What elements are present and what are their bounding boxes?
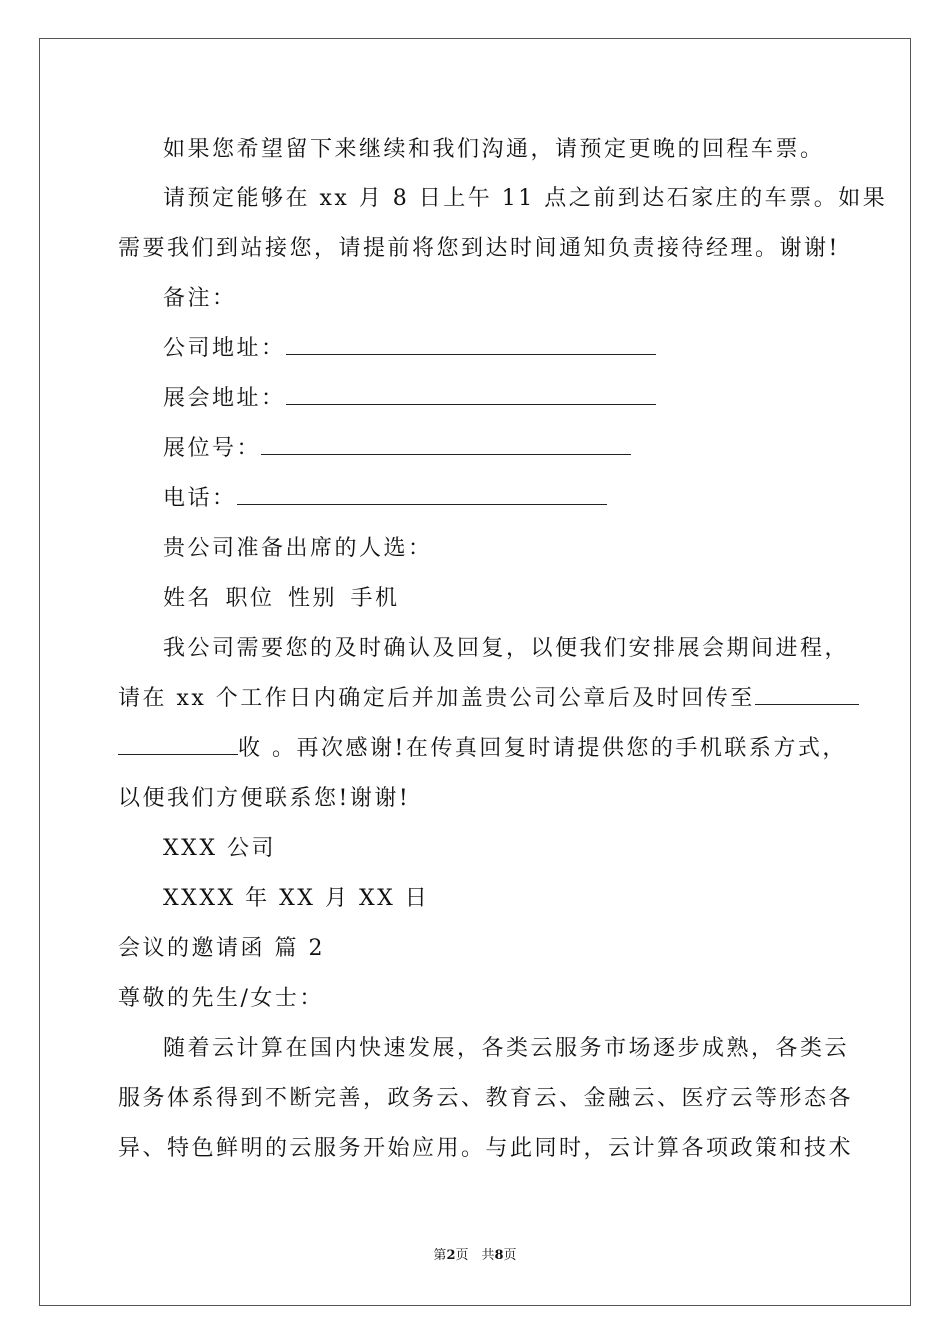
paragraph-confirm-line-1: 我公司需要您的及时确认及回复，以便我们安排展会期间进程， bbox=[163, 636, 850, 661]
paragraph-arrival-line-2: 需要我们到站接您，请提前将您到达时间通知负责接待经理。谢谢! bbox=[118, 236, 840, 261]
paragraph-cloud-line-3: 异、特色鲜明的云服务开始应用。与此同时，云计算各项政策和技术 bbox=[118, 1136, 854, 1161]
attendees-label: 贵公司准备出席的人选： bbox=[163, 536, 433, 561]
note-label: 备注： bbox=[163, 286, 237, 311]
expo-address-blank[interactable] bbox=[286, 384, 656, 405]
booth-label: 展位号： bbox=[163, 436, 262, 461]
paragraph-confirm-line-3 bbox=[118, 734, 847, 764]
salutation: 尊敬的先生/女士： bbox=[118, 986, 324, 1011]
section-title: 会议的邀请函 篇 2 bbox=[118, 936, 325, 961]
company-address-blank[interactable] bbox=[286, 334, 656, 355]
footer-total-pages: 8 bbox=[494, 1248, 504, 1263]
paragraph-confirm-line-2 bbox=[118, 684, 859, 714]
paragraph-return-ticket: 如果您希望留下来继续和我们沟通，请预定更晚的回程车票。 bbox=[163, 137, 825, 162]
footer-mid: 页 共 bbox=[455, 1248, 495, 1263]
footer-prefix: 第 bbox=[433, 1248, 447, 1263]
footer-suffix: 页 bbox=[503, 1248, 517, 1263]
booth-blank[interactable] bbox=[261, 434, 631, 455]
paragraph-arrival-line-1: 请预定能够在 xx 月 8 日上午 11 点之前到达石家庄的车票。如果 bbox=[163, 186, 888, 211]
paragraph-confirm-line-3-text: 收 。再次感谢!在传真回复时请提供您的手机联系方式， bbox=[238, 736, 847, 761]
signature-company: XXX 公司 bbox=[163, 836, 276, 861]
company-address-label: 公司地址： bbox=[163, 336, 286, 361]
company-address-row bbox=[163, 334, 656, 364]
return-to-blank-2[interactable] bbox=[118, 734, 238, 755]
attendee-columns: 姓名 职位 性别 手机 bbox=[163, 586, 400, 611]
phone-label: 电话： bbox=[163, 486, 237, 511]
phone-blank[interactable] bbox=[237, 484, 607, 505]
expo-address-row bbox=[163, 384, 656, 414]
expo-address-label: 展会地址： bbox=[163, 386, 286, 411]
paragraph-cloud-line-2: 服务体系得到不断完善，政务云、教育云、金融云、医疗云等形态各 bbox=[118, 1086, 854, 1111]
paragraph-confirm-line-2-text: 请在 xx 个工作日内确定后并加盖贵公司公章后及时回传至 bbox=[118, 686, 755, 711]
page-border bbox=[39, 38, 911, 1306]
phone-row bbox=[163, 484, 607, 514]
signature-date: XXXX 年 XX 月 XX 日 bbox=[163, 886, 430, 911]
paragraph-confirm-line-4: 以便我们方便联系您!谢谢! bbox=[118, 786, 411, 811]
paragraph-cloud-line-1: 随着云计算在国内快速发展，各类云服务市场逐步成熟，各类云 bbox=[163, 1036, 850, 1061]
booth-row bbox=[163, 434, 631, 464]
page-footer bbox=[0, 1247, 950, 1265]
return-to-blank-1[interactable] bbox=[755, 684, 859, 705]
footer-current-page: 2 bbox=[446, 1248, 456, 1263]
